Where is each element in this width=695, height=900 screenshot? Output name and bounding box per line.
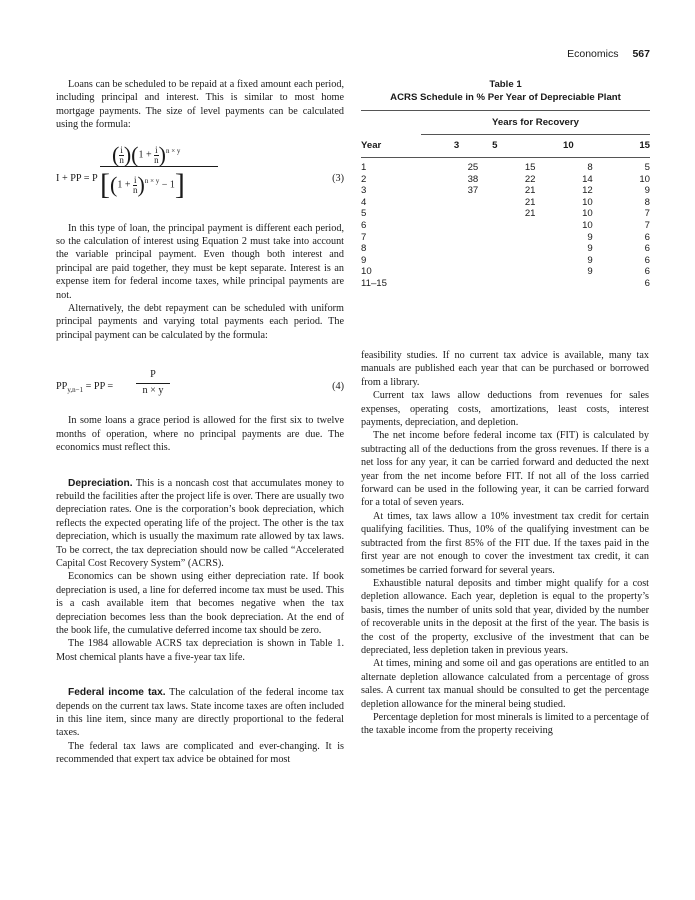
table-cell: 10 [639,173,650,185]
paragraph-text: The calculation of the federal income tax depends on the current tax laws. State income taxes are often included in this line item, since many are directly proportional to the federal taxes. [56,687,344,739]
table-cell: 37 [467,185,479,197]
paragraph-text: This is a noncash cost that accumulates money to rebuild the facilities after the project life is over. There are usually two depreciation rates. One is the corporation’s book depreciation, which reflects the expected operating life of the project. The other is the tax depreciation, which is usually the maximum rate allowed by tax laws. To be correct, the tax depreciation should now be called “Accelerated Capital Cost Recovery System” (ACRS). [56,477,344,569]
equation-number: (3) [332,172,344,184]
fraction-bar [100,166,218,167]
acrs-table [361,78,650,290]
section-title: Economics [567,48,619,60]
table-cell: 8 [644,196,650,208]
paragraph-depreciation [56,477,344,571]
table-cell [478,255,535,267]
left-column [56,78,344,767]
table-row [361,278,650,290]
equation-3 [56,138,344,222]
equation-lhs: I + PP = P [56,172,98,184]
table-cell: 9 [644,185,650,197]
column-header: 5 [492,140,498,152]
table-cell: 12 [582,185,593,197]
table-row [361,232,650,244]
table-cell: 6 [644,254,650,266]
table-cell [478,266,535,278]
table-cell [421,208,478,220]
table-cell [478,243,535,255]
table-cell: 25 [467,162,479,173]
table-cell: 10 [361,266,372,278]
table-row [361,243,650,255]
paragraph: At times, tax laws allow a 10% investment tax credit for certain qualifying facilities. Thus, 10% of the qualifying investment can be subtracted from the first 85% of the FIT due. If the taxes paid in the first year are not enough to cover the investment tax credit, it can sometimes be carried forward for several years. [361,510,649,576]
table-subtitle: ACRS Schedule in % Per Year of Depreciable Plant [390,92,621,103]
table-row [361,220,650,232]
table-group-header: Years for Recovery [492,117,579,128]
table-cell: 15 [524,162,536,173]
section-heading-federal-income-tax: Federal income tax. [68,687,166,699]
equation-denominator: [(1 + i n)$^{n \times y}$ − 1] [100,167,185,201]
table-cell: 8 [587,162,593,173]
table-row [361,255,650,267]
table-cell: 21 [524,185,536,197]
paragraph: feasibility studies. If no current tax advice is available, many tax manuals are published each year that can be purchased or borrowed from a library. [361,350,649,388]
table-row [361,197,650,209]
paragraph: The federal tax laws are complicated and ever-changing. It is recommended that expert tax advice be obtained for most [56,740,344,766]
table-cell: 5 [644,162,650,173]
paragraph: In this type of loan, the principal payment is different each period, so the calculation of interest using Equation 2 must take into account the variable principal payment. Even though both interest and principal are paid together, they must be kept separate. Interest is an expense item for federal income taxes, while principal payments are not. [56,222,344,301]
table-cell [421,232,478,244]
equation-numerator: P [136,368,170,383]
table-cell [421,278,478,290]
paragraph: The 1984 allowable ACRS tax depreciation is shown in Table 1. Most chemical plants have a five-year tax life. [56,638,344,663]
paragraph: The net income before federal income tax (FIT) is calculated by subtracting all of the deductions from the gross revenues. If there is a net loss for any year, it can be carried forward and deducted the next year from the net income before FIT. If not all of the loss carried forward can be used in the following year, it can be carried forward for a total of seven years. [361,430,649,509]
table-cell: 7 [361,231,367,243]
table-cell: 6 [361,219,367,231]
table-cell [478,278,535,290]
equation-numerator: (i n)(1 + i n)$^{n \times y}$ [112,141,181,167]
table-cell: 9 [587,231,593,243]
table-cell: 6 [644,231,650,243]
table-cell: 11–15 [361,277,387,289]
table-cell: 6 [644,266,650,278]
table-cell: 21 [524,196,536,208]
table-row [361,162,650,174]
paragraph: Alternatively, the debt repayment can be scheduled with uniform principal payments and varying total payments each period. The principal payment can be calculated by the formula: [56,303,344,341]
paragraph: Economics can be shown using either depreciation rate. If book depreciation is used, a line for deferred income tax must be used. This is a cash available item that becomes negative when the tax depreciation becomes less than the book depreciation. At the end of the book life, the cumulative deferred income tax should be zero. [56,571,344,636]
table-body [361,135,650,157]
table-cell: 7 [644,208,650,220]
table-row [361,174,650,186]
paragraph: Exhaustible natural deposits and timber might qualify for a cost depletion allowance. Each year, depletion is equal to the property’s basis, times the number of units sold that year, divided by the number of recoverable units in the deposit at the first of the year. The basis is the cost of the property, exclusive of the investment that can be depreciated, less depletion taken in previous years. [361,577,649,656]
paragraph: Current tax laws allow deductions from revenues for sales expenses, operating costs, amortizations, least costs, interest payments, depreciation, and depletion. [361,390,649,429]
paragraph: At times, mining and some oil and gas operations are entitled to an alternate depletion allowance calculated from a percentage of gross sales. A current tax manual should be consulted to get the percentage depletion allowance for the mineral being studied. [361,658,649,710]
column-header: 10 [563,140,574,152]
paragraph-federal-income-tax [56,686,344,740]
table-cell: 9 [587,266,593,278]
equation-fraction [136,368,170,397]
equation-lhs: $PP_{y,n-1}$ = PP = [56,381,114,395]
table-cell: 2 [361,173,367,185]
table-cell: 9 [587,243,593,255]
equation-number: (4) [332,381,344,393]
table-cell: 5 [361,208,367,220]
table-cell: 22 [524,173,536,185]
table-cell: 10 [582,219,593,231]
table-row [361,185,650,197]
table-rows [361,162,650,290]
table-cell [536,278,593,290]
table-cell: 21 [524,208,536,220]
column-header: 3 [453,140,460,152]
table-cell: 9 [361,254,367,266]
table-cell: 38 [467,173,479,185]
table-row [361,208,650,220]
running-header [567,48,650,60]
table-title: Table 1 [489,79,522,90]
table-cell: 9 [587,254,593,266]
table-cell: 3 [361,185,367,197]
table-cell [421,243,478,255]
paragraph: Percentage depletion for most minerals is limited to a percentage of the taxable income from the property receiving [361,711,649,737]
table-cell: 14 [582,173,593,185]
table-cell: 4 [361,196,367,208]
paragraph: In some loans a grace period is allowed for the first six to twelve months of operation, where no principal payments are due. The economics must reflect this. [56,415,344,454]
table-cell [421,255,478,267]
table-cell [478,220,535,232]
table-cell [421,220,478,232]
table-row [361,266,650,278]
paragraph: Loans can be scheduled to be repaid at a fixed amount each period, including principal and interest. This is similar to most home mortgage payments. The size of level payments can be calculated using the formula: [56,79,344,131]
equation-4 [56,366,344,408]
table-cell: 7 [644,219,650,231]
table-cell [478,232,535,244]
column-header: Year [361,140,382,152]
table-cell: 6 [644,277,650,289]
right-column [361,349,649,738]
table-cell: 6 [644,243,650,255]
column-header: 15 [639,140,650,152]
equation-denominator: n × y [142,384,164,396]
table-cell [421,197,478,209]
page-number: 567 [632,48,650,60]
table-cell: 10 [582,208,593,220]
table-cell: 1 [361,162,367,173]
table-cell: 10 [582,196,593,208]
section-heading-depreciation: Depreciation. [68,477,133,489]
table-cell: 8 [361,243,367,255]
table-cell [421,266,478,278]
